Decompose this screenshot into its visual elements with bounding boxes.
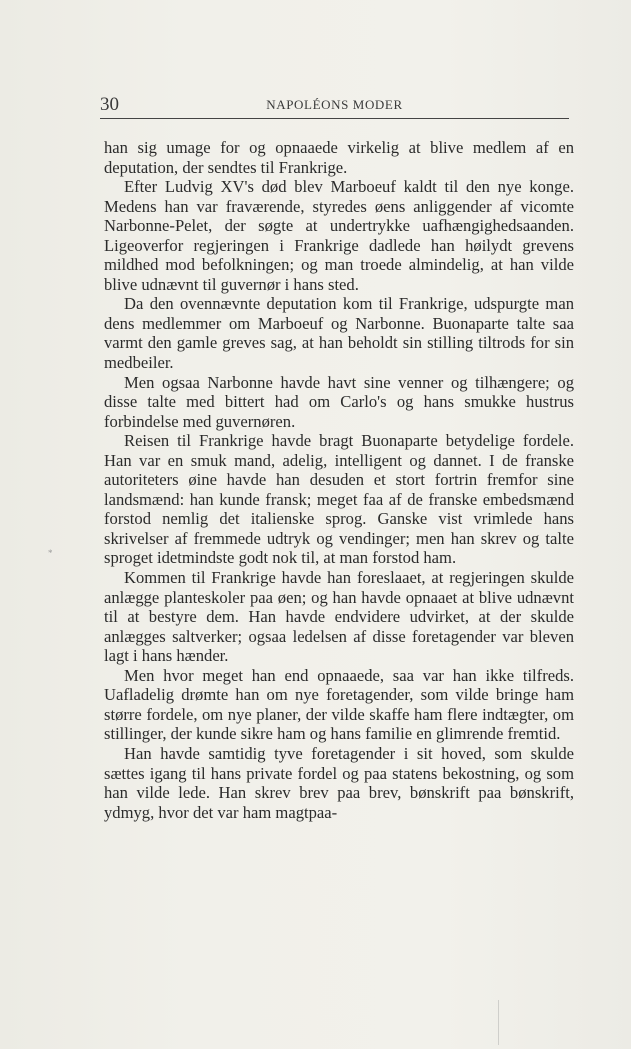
body-text (104, 138, 574, 822)
paper-speck-mark: * (48, 548, 53, 558)
paragraph: Men hvor meget han end opnaaede, saa var han ikke tilfreds. Uafladelig drømte han om nye foretagender, som vilde bringe ham større fordele, om nye planer, der vilde skaffe ham flere indtægter, om stillinger, der kunde sikre ham og hans familie en glimrende fremtid. (104, 665, 574, 744)
paragraph: Men ogsaa Narbonne havde havt sine venner og tilhængere; og disse talte med bittert had om Carlo's og hans smukke hustrus forbindelse med guvernøren. (104, 372, 574, 431)
paper-edge-line (498, 1000, 499, 1045)
paragraph: Da den ovennævnte deputation kom til Frankrige, udspurgte man dens medlemmer om Marboeuf og Narbonne. Buonaparte talte saa varmt den gamle greves sag, at han beholdt sin stilling tiltrods for sin medbeiler. (104, 294, 574, 373)
paragraph: Han havde samtidig tyve foretagender i sit hoved, som skulde sættes igang til hans private fordel og paa statens bekostning, og som han vilde lede. Han skrev brev paa brev, bønskrift paa bønskrift, ydmyg, hvor det var ham magtpaa- (104, 743, 574, 822)
paragraph: Efter Ludvig XV's død blev Marboeuf kaldt til den nye konge. Medens han var fraværende, styredes øens anliggender af vicomte Narbonne-Pelet, der søgte at undertrykke uafhængighedsaanden. Ligeoverfor regjeringen i Frankrige dadlede han høilydt grevens mildhed mod befolkningen; og man troede almindelig, at han vilde blive udnævnt til guvernør i hans sted. (104, 177, 574, 294)
paragraph: Kommen til Frankrige havde han foreslaaet, at regjeringen skulde anlægge planteskoler paa øen; og han havde opnaaet at blive udnævnt til at bestyre dem. Han havde endvidere udvirket, at der skulde anlægges saltverker; ogsaa ledelsen af disse foretagender var bleven lagt i hans hænder. (104, 568, 574, 666)
header-rule (100, 118, 569, 119)
paragraph: han sig umage for og opnaaede virkelig at blive medlem af en deputation, der sendtes til Frankrige. (104, 138, 574, 177)
page-number: 30 (100, 94, 119, 115)
paragraph: Reisen til Frankrige havde bragt Buonaparte betydelige fordele. Han var en smuk mand, adelig, intelligent og dannet. I de franske autoriteters øine havde han desuden et stort fortrin fremfor sine landsmænd: han kunde fransk; meget faa af de franske embedsmænd forstod nemlig det italienske sprog. Ganske vist vrimlede hans skrivelser af fremmede udtryk og vendinger; men han skrev og talte sproget idetmindste godt nok til, at man forstod ham. (104, 431, 574, 568)
running-title: NAPOLÉONS MODER (266, 97, 403, 112)
page-header (100, 93, 569, 119)
